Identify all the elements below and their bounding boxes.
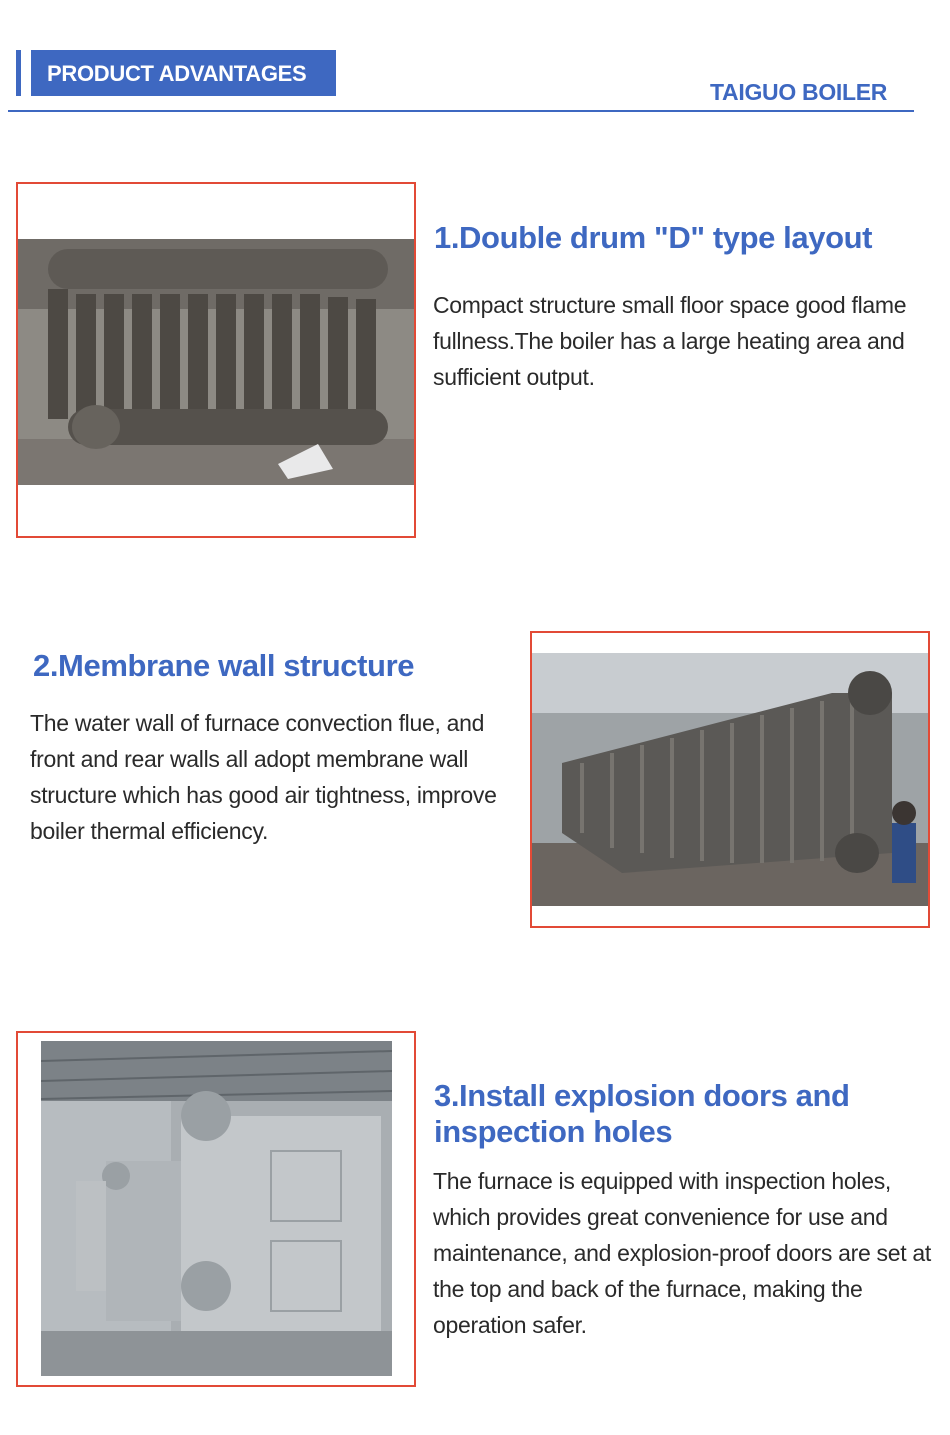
section-3-title-line-2: inspection holes xyxy=(434,1114,673,1149)
section-2-description: The water wall of furnace convection flue, and front and rear walls all adopt membrane wall structure which has good air tightness, improve boiler thermal efficiency. xyxy=(30,710,497,844)
section-2-title: 2.Membrane wall structure xyxy=(33,648,415,683)
section-1-title: 1.Double drum "D" type layout xyxy=(434,220,873,255)
section-1-description: Compact structure small floor space good flame fullness.The boiler has a large heating area and sufficient output. xyxy=(433,292,907,390)
section-3-description: The furnace is equipped with inspection holes, which provides great convenience for use and maintenance, and explosion-proof doors are set at the top and back of the furnace, making the operation safer. xyxy=(433,1168,932,1338)
brand-name: TAIGUO BOILER xyxy=(710,79,888,105)
boiler-photo-icon xyxy=(41,1041,392,1376)
boiler-photo-icon xyxy=(532,653,928,906)
header-divider xyxy=(8,110,914,112)
section-tag: PRODUCT ADVANTAGES xyxy=(31,50,336,96)
header-accent-bar xyxy=(16,50,21,96)
boiler-photo-icon xyxy=(18,239,414,485)
section-3-title-line-1: 3.Install explosion doors and xyxy=(434,1078,850,1113)
